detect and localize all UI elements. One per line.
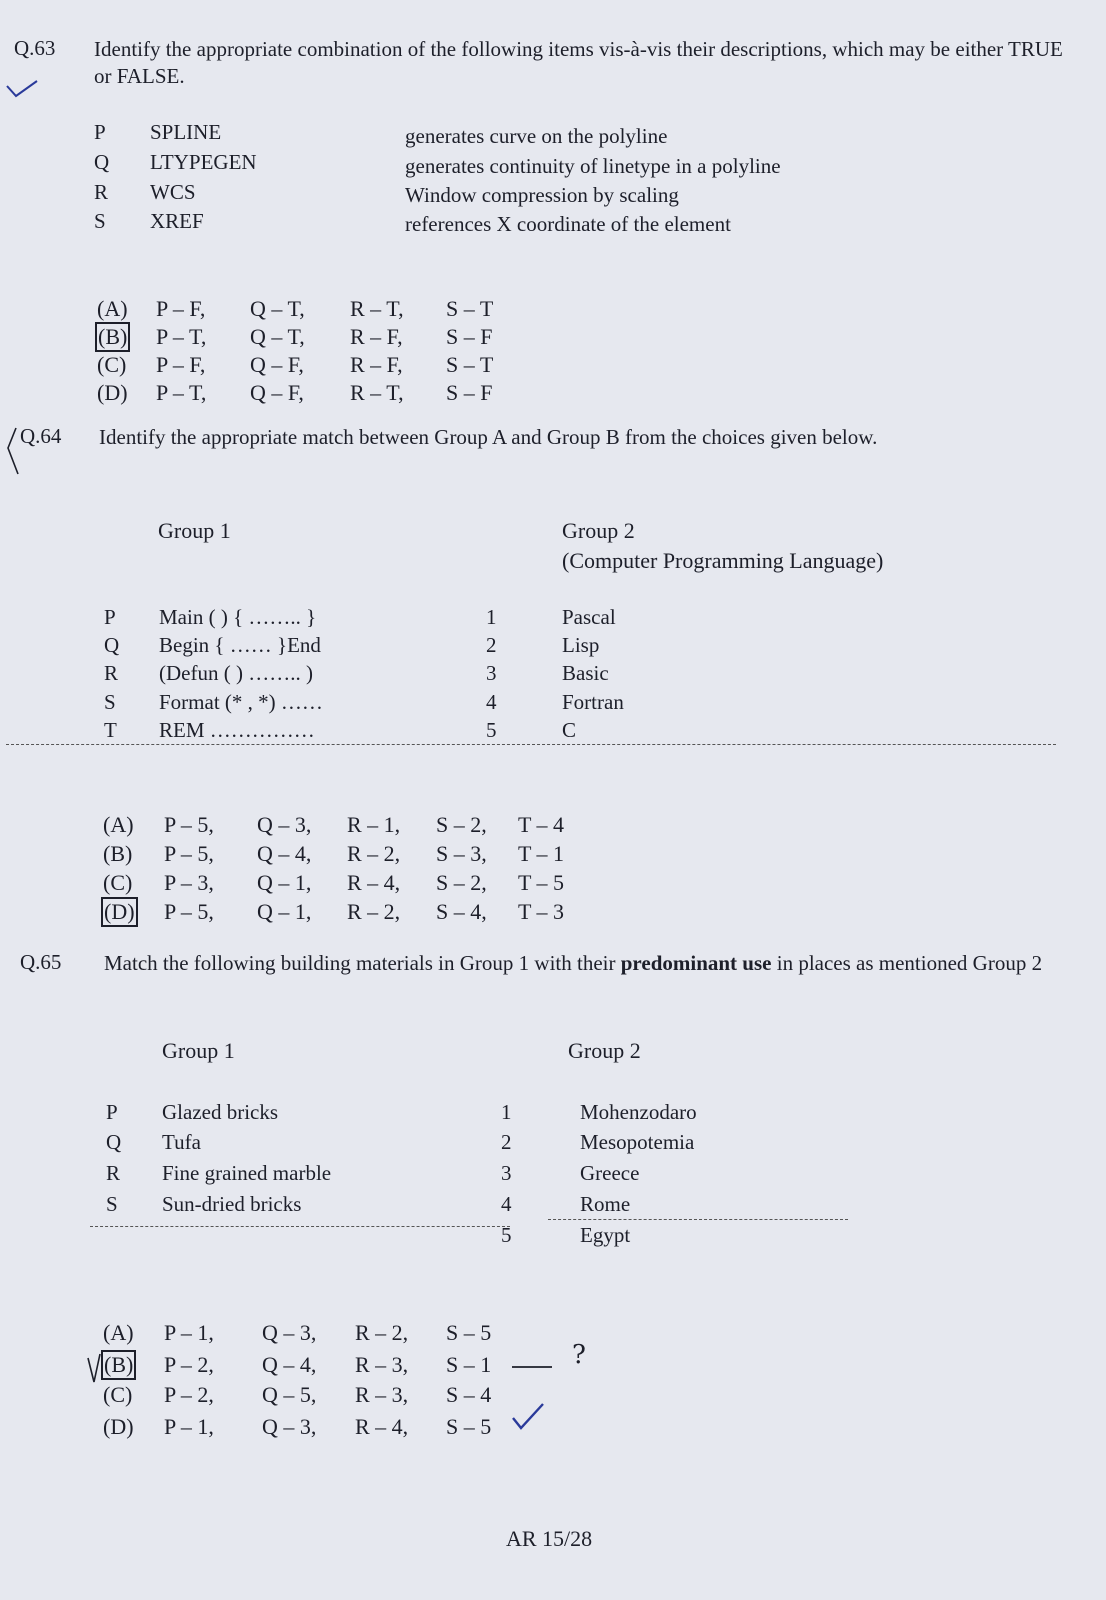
group2-header: Group 2: [562, 518, 635, 543]
option-part: Q – F,: [250, 380, 304, 405]
option-part: T – 3: [518, 899, 565, 924]
item-letter: Q: [94, 150, 110, 174]
option-part: Q – 3,: [257, 812, 312, 837]
dash-mark-icon: [510, 1362, 554, 1372]
table-divider: [90, 1226, 510, 1227]
item-term: XREF: [150, 209, 204, 233]
checkmark-icon: [510, 1400, 546, 1432]
item-term: SPLINE: [150, 120, 222, 144]
item-term: Tufa: [162, 1130, 201, 1154]
item-description: references X coordinate of the element: [405, 212, 731, 236]
place-number: 3: [501, 1161, 512, 1185]
option-part: P – 2,: [164, 1382, 214, 1407]
option-part: S – F: [446, 380, 493, 405]
place-number: 5: [501, 1223, 512, 1247]
place-number: 2: [501, 1130, 512, 1154]
question-text: [104, 950, 1064, 977]
item-language: Pascal: [562, 605, 616, 629]
item-term: (Defun ( ) …….. ): [159, 661, 313, 685]
place-name: Mohenzodaro: [580, 1100, 697, 1124]
item-letter: P: [104, 605, 116, 629]
option-part: Q – 5,: [262, 1382, 317, 1407]
item-term: LTYPEGEN: [150, 150, 257, 174]
item-letter: S: [106, 1192, 118, 1216]
option-part: S – 3,: [436, 841, 487, 866]
item-letter: T: [104, 718, 117, 742]
option-part: Q – T,: [250, 296, 305, 321]
option-part: S – F: [446, 324, 493, 349]
item-number: 1: [486, 605, 497, 629]
tick-mark-icon: [4, 78, 40, 100]
item-number: 4: [486, 690, 497, 714]
option-part: S – 1: [446, 1352, 492, 1377]
option-label[interactable]: (A): [103, 812, 134, 837]
option-part: Q – 4,: [257, 841, 312, 866]
option-label-selected[interactable]: (D): [101, 897, 138, 927]
option-part: P – 5,: [164, 812, 214, 837]
option-part: S – 5: [446, 1414, 492, 1439]
table-divider: [6, 744, 1056, 745]
item-letter: R: [106, 1161, 121, 1185]
option-part: R – F,: [350, 324, 403, 349]
page-footer: AR 15/28: [506, 1526, 593, 1551]
item-description: Window compression by scaling: [405, 183, 679, 207]
option-part: R – 2,: [347, 841, 401, 866]
question-text: Identify the appropriate combination of the following items vis-à-vis their descriptions, which may be either TRUE or FALSE.: [94, 37, 1063, 88]
option-part: R – T,: [350, 296, 404, 321]
option-label[interactable]: (B): [103, 841, 133, 866]
option-part: S – T: [446, 352, 494, 377]
option-part: T – 5: [518, 870, 565, 895]
option-part: P – 1,: [164, 1320, 214, 1345]
item-letter: S: [104, 690, 116, 714]
option-part: P – 1,: [164, 1414, 214, 1439]
option-label[interactable]: (D): [103, 1414, 134, 1439]
item-term: Main ( ) { …….. }: [159, 605, 317, 629]
item-term: WCS: [150, 180, 196, 204]
option-part: S – 2,: [436, 870, 487, 895]
item-term: Begin { …… }End: [159, 633, 321, 657]
option-part: R – 2,: [355, 1320, 409, 1345]
option-part: Q – 1,: [257, 899, 312, 924]
option-part: Q – 1,: [257, 870, 312, 895]
option-label[interactable]: (A): [103, 1320, 134, 1345]
item-letter: R: [104, 661, 119, 685]
item-language: Lisp: [562, 633, 600, 657]
question-number: Q.63: [14, 36, 56, 60]
place-number: 1: [501, 1100, 512, 1124]
place-name: Egypt: [580, 1223, 631, 1247]
item-term: Glazed bricks: [162, 1100, 279, 1124]
place-number: 4: [501, 1192, 512, 1216]
group2-header: Group 2: [568, 1038, 641, 1063]
option-part: R – 4,: [347, 870, 401, 895]
item-term: Sun-dried bricks: [162, 1192, 302, 1216]
item-description: generates curve on the polyline: [405, 124, 668, 148]
group1-header: Group 1: [158, 518, 231, 543]
question-number: Q.64: [20, 424, 62, 448]
option-part: P – 2,: [164, 1352, 214, 1377]
option-part: S – 5: [446, 1320, 492, 1345]
option-part: R – 3,: [355, 1352, 409, 1377]
item-number: 3: [486, 661, 497, 685]
option-part: P – 3,: [164, 870, 214, 895]
item-number: 2: [486, 633, 497, 657]
question-text-end: in places as mentioned Group 2: [771, 951, 1043, 975]
item-letter: Q: [106, 1130, 122, 1154]
option-part: T – 4: [518, 812, 565, 837]
item-language: Basic: [562, 661, 609, 685]
option-label-selected[interactable]: (B): [101, 1350, 136, 1380]
item-term: Format (* , *) ……: [159, 690, 323, 714]
option-part: P – T,: [156, 380, 207, 405]
item-number: 5: [486, 718, 497, 742]
item-language: Fortran: [562, 690, 624, 714]
option-part: R – F,: [350, 352, 403, 377]
question-mark-annotation: ?: [572, 1340, 586, 1370]
item-letter: R: [94, 180, 109, 204]
option-label[interactable]: (C): [103, 1382, 133, 1407]
option-part: Q – T,: [250, 324, 305, 349]
option-part: T – 1: [518, 841, 565, 866]
option-part: S – T: [446, 296, 494, 321]
option-label[interactable]: (C): [97, 352, 127, 377]
item-letter: S: [94, 209, 106, 233]
option-part: Q – F,: [250, 352, 304, 377]
place-name: Rome: [580, 1192, 631, 1216]
group2-subheader: (Computer Programming Language): [562, 548, 884, 573]
option-label[interactable]: (C): [103, 870, 133, 895]
group1-header: Group 1: [162, 1038, 235, 1063]
option-part: R – 1,: [347, 812, 401, 837]
item-language: C: [562, 718, 577, 742]
question-number: Q.65: [20, 950, 62, 974]
pen-mark-icon: [84, 1352, 104, 1388]
place-name: Mesopotemia: [580, 1130, 695, 1154]
option-part: S – 4,: [436, 899, 487, 924]
option-part: R – T,: [350, 380, 404, 405]
option-part: Q – 3,: [262, 1414, 317, 1439]
place-name: Greece: [580, 1161, 640, 1185]
table-divider: [548, 1219, 848, 1220]
question-text-start: Match the following building materials in Group 1 with their: [104, 951, 621, 975]
option-part: R – 2,: [347, 899, 401, 924]
option-part: R – 3,: [355, 1382, 409, 1407]
option-label-selected[interactable]: (B): [95, 322, 130, 352]
item-letter: P: [106, 1100, 118, 1124]
option-part: R – 4,: [355, 1414, 409, 1439]
option-label[interactable]: (A): [97, 296, 128, 321]
item-letter: P: [94, 120, 106, 144]
question-text-emphasis: predominant use: [620, 951, 772, 975]
option-part: P – 5,: [164, 899, 214, 924]
item-description: generates continuity of linetype in a polyline: [405, 154, 781, 178]
option-part: S – 4: [446, 1382, 492, 1407]
option-part: Q – 4,: [262, 1352, 317, 1377]
pen-mark-icon: [2, 424, 22, 484]
option-part: P – F,: [156, 296, 206, 321]
option-part: P – 5,: [164, 841, 214, 866]
option-part: S – 2,: [436, 812, 487, 837]
item-term: REM ……………: [159, 718, 315, 742]
question-text: Identify the appropriate match between Group A and Group B from the choices given below.: [99, 425, 878, 449]
option-part: P – F,: [156, 352, 206, 377]
item-term: Fine grained marble: [162, 1161, 332, 1185]
item-letter: Q: [104, 633, 120, 657]
option-part: Q – 3,: [262, 1320, 317, 1345]
option-part: P – T,: [156, 324, 207, 349]
option-label[interactable]: (D): [97, 380, 128, 405]
